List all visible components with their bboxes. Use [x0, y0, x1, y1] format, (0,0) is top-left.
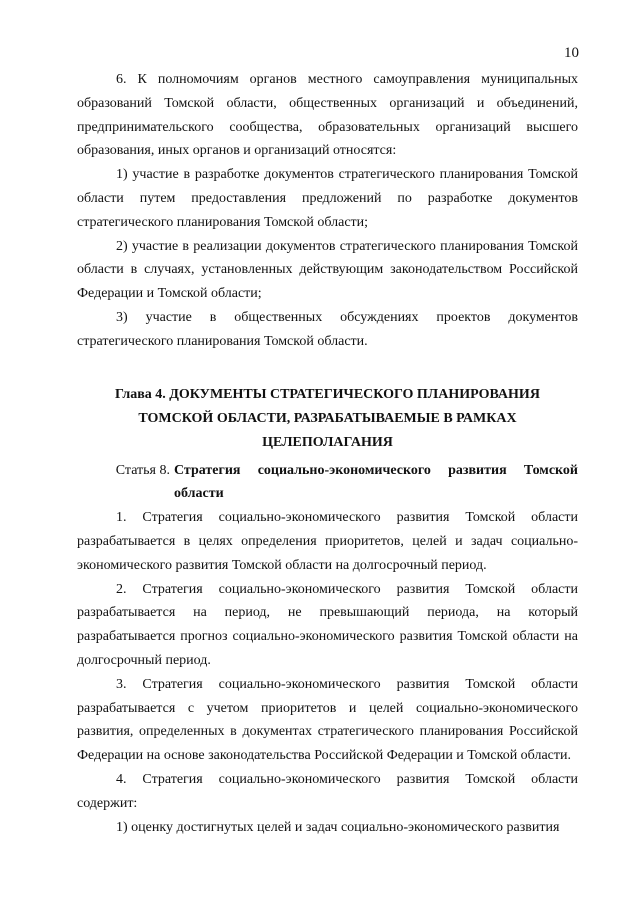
list-item-1: 1) участие в разработке документов стратегического планирования Томской области путем предоставления предложений по разработке документов стратегического планирования Томской области; — [77, 167, 578, 230]
chapter-heading — [77, 383, 578, 455]
page-number: 10 — [564, 45, 579, 61]
article-label: Статья 8. — [115, 462, 170, 478]
document-body — [77, 68, 578, 839]
article-title-continuation: области — [174, 486, 224, 502]
chapter-heading-line-3: ЦЕЛЕПОЛАГАНИЯ — [262, 434, 393, 450]
article-title: Стратегия социально-экономического развития Томской — [174, 462, 578, 478]
article-paragraph-3: 3. Стратегия социально-экономического развития Томской области разрабатывается с учетом приоритетов и целей социально-экономического развития, определенных в документах стратегического планирования Российской Федерации на основе законодательства Российской Федерации и Томской области. — [77, 676, 578, 764]
list-item-2: 2) участие в реализации документов стратегического планирования Томской области в случаях, установленных действующим законодательством Российской Федерации и Томской области; — [77, 238, 578, 302]
article-paragraph-1: 1. Стратегия социально-экономического развития Томской области разрабатывается в целях определения приоритетов, целей и задач социально-экономического развития Томской области на долгосрочный период. — [77, 510, 578, 573]
list-item-3: 3) участие в общественных обсуждениях проектов документов стратегического планирования Томской области. — [77, 309, 578, 349]
article-paragraph-2: 2. Стратегия социально-экономического развития Томской области разрабатывается на период, не превышающий периода, на который разрабатывается прогноз социально-экономического развития Томской области на долгосрочный период. — [77, 581, 578, 668]
paragraph-6: 6. К полномочиям органов местного самоуправления муниципальных образований Томской области, общественных организаций и объединений, предпринимательского сообщества, образовательных организаций высшего образования, иных органов и организаций относятся: — [77, 72, 578, 159]
chapter-heading-line-2: ТОМСКОЙ ОБЛАСТИ, РАЗРАБАТЫВАЕМЫЕ В РАМКАХ — [138, 410, 517, 426]
chapter-heading-line-1: Глава 4. ДОКУМЕНТЫ СТРАТЕГИЧЕСКОГО ПЛАНИРОВАНИЯ — [115, 386, 540, 402]
article-paragraph-4: 4. Стратегия социально-экономического развития Томской области содержит: — [77, 771, 578, 811]
article-subitem-1: 1) оценку достигнутых целей и задач социально-экономического развития — [116, 819, 560, 835]
article-heading — [77, 459, 578, 507]
